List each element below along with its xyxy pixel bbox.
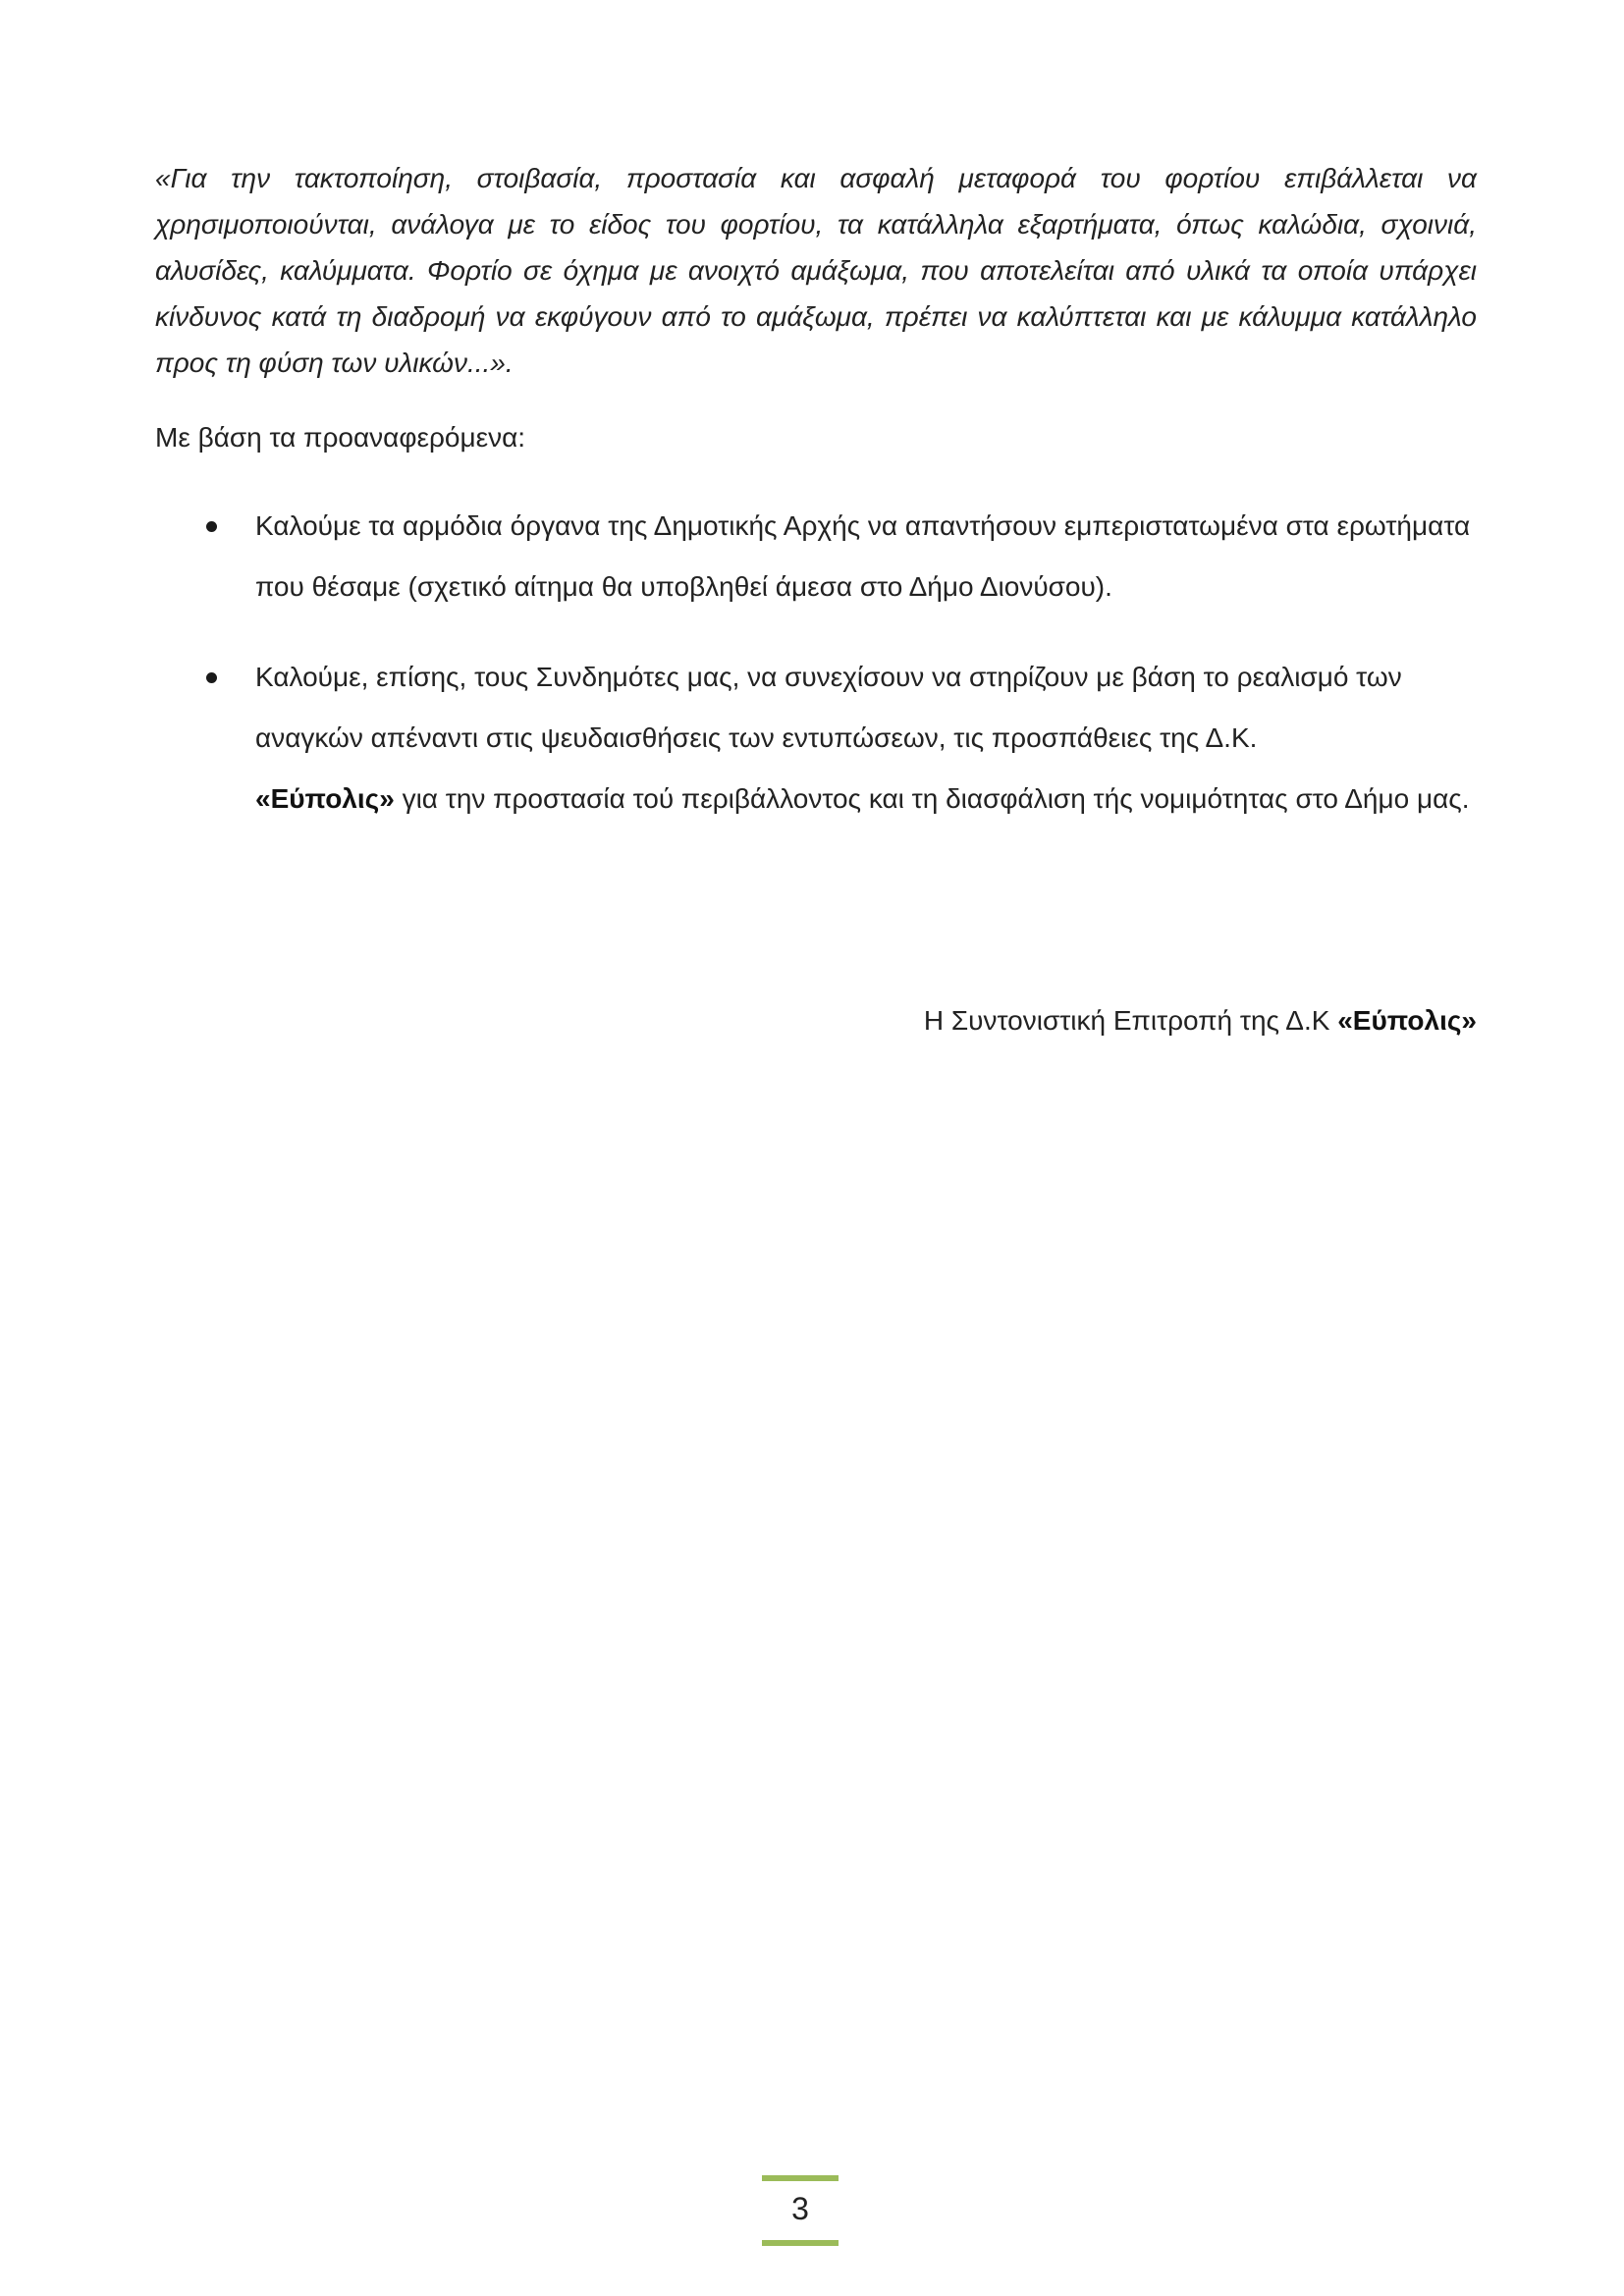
bullet-list xyxy=(155,496,1477,829)
list-item xyxy=(155,496,1477,617)
page-footer xyxy=(762,2175,839,2246)
bullet-text-after: για την προστασία τού περιβάλλοντος και τη διασφάλιση τής νομιμότητας στο Δήμο μας. xyxy=(402,783,1470,814)
bullet-text: Καλούμε τα αρμόδια όργανα της Δημοτικής Αρχής να απαντήσουν εμπεριστατωμένα στα ερωτήματα που θέσαμε (σχετικό αίτημα θα υποβληθεί άμεσα στο Δήμο Διονύσου). xyxy=(255,510,1471,602)
quoted-regulation: «Για την τακτοποίηση, στοιβασία, προστασία και ασφαλή μεταφορά του φορτίου επιβάλλεται να χρησιμοποιούνται, ανάλογα με το είδος του φορτίου, τα κατάλληλα εξαρτήματα, όπως καλώδια, σχοινιά, αλυσίδες, καλύμματα. Φορτίο σε όχημα με ανοιχτό αμάξωμα, που αποτελείται από υλικά τα οποία υπάρχει κίνδυνος κατά τη διαδρομή να εκφύγουν από το αμάξωμα, πρέπει να καλύπτεται και με κάλυμμα κατάλληλο προς τη φύση των υλικών...». xyxy=(155,163,1477,378)
intro-paragraph: Με βάση τα προαναφερόμενα: xyxy=(155,422,526,453)
bullet-icon xyxy=(206,521,217,532)
footer-accent-line-top xyxy=(762,2175,839,2181)
signature-text: Η Συντονιστική Επιτροπή της Δ.Κ xyxy=(923,1005,1330,1036)
footer-accent-line-bottom xyxy=(762,2240,839,2246)
list-item xyxy=(155,647,1477,829)
signature xyxy=(924,997,1477,1043)
bullet-text-before: Καλούμε, επίσης, τους Συνδημότες μας, να συνεχίσουν να στηρίζουν με βάση το ρεαλισμό των αναγκών απέναντι στις ψευδαισθήσεις των εντυπώσεων, τις προσπάθειες της Δ.Κ. xyxy=(255,662,1402,753)
signature-brand: «Εύπολις» xyxy=(1337,1005,1477,1036)
brand-name: «Εύπολις» xyxy=(255,783,395,814)
bullet-icon xyxy=(206,672,217,683)
page-number: 3 xyxy=(791,2191,809,2226)
